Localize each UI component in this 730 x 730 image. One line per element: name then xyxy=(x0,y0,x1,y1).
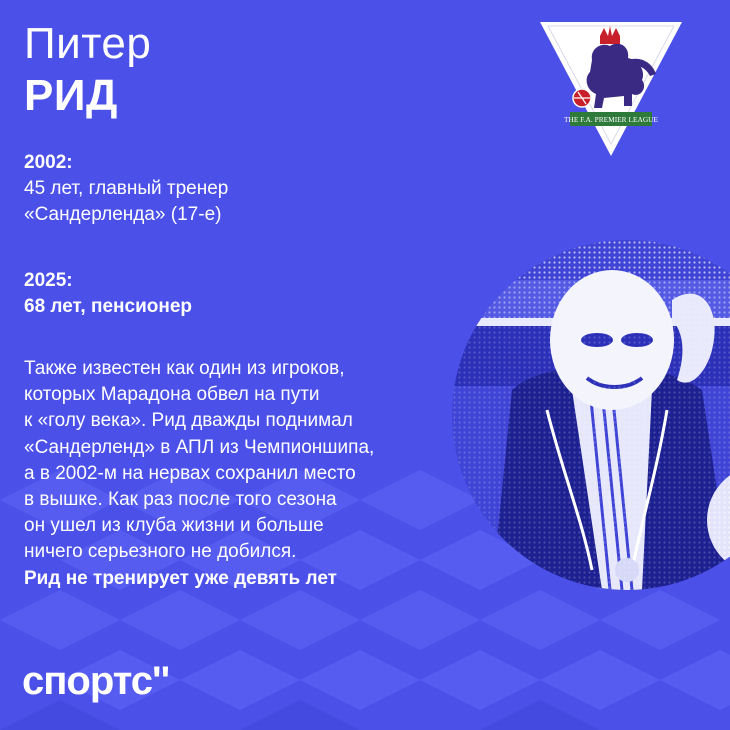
logo-banner-text: THE F.A. PREMIER LEAGUE xyxy=(563,115,659,124)
description-line: к «голу века». Рид дважды поднимал xyxy=(24,410,353,432)
then-year: 2002: xyxy=(24,152,73,173)
now-year: 2025: xyxy=(24,270,73,291)
description xyxy=(24,356,454,592)
description-line: он ушел из клуба жизни и больше xyxy=(24,515,324,537)
player-photo xyxy=(452,240,730,590)
then-block xyxy=(24,150,228,228)
last-name: РИД xyxy=(24,71,118,120)
now-block xyxy=(24,268,192,320)
now-line-1: 68 лет, пенсионер xyxy=(24,296,193,317)
description-line: Также известен как один из игроков, xyxy=(24,358,345,379)
description-line: в вышке. Как раз после того сезона xyxy=(24,489,337,511)
description-line: а в 2002-м на нервах сохранил место xyxy=(24,462,356,484)
brand-wordmark: спортс'' xyxy=(22,660,170,703)
description-line: которых Марадона обвел на пути xyxy=(24,384,320,406)
then-line-2: «Сандерленда» (17-е) xyxy=(24,204,222,225)
description-line: «Сандерленд» в АПЛ из Чемпионшипа, xyxy=(24,436,375,458)
description-highlight: Рид не тренирует уже девять лет xyxy=(24,567,337,589)
premier-league-logo xyxy=(540,18,682,158)
player-name xyxy=(24,18,151,122)
first-name: Питер xyxy=(24,19,152,68)
then-line-1: 45 лет, главный тренер xyxy=(24,178,229,199)
description-line: ничего серьезного не добился. xyxy=(24,541,297,563)
sports-ru-logo xyxy=(22,660,222,704)
